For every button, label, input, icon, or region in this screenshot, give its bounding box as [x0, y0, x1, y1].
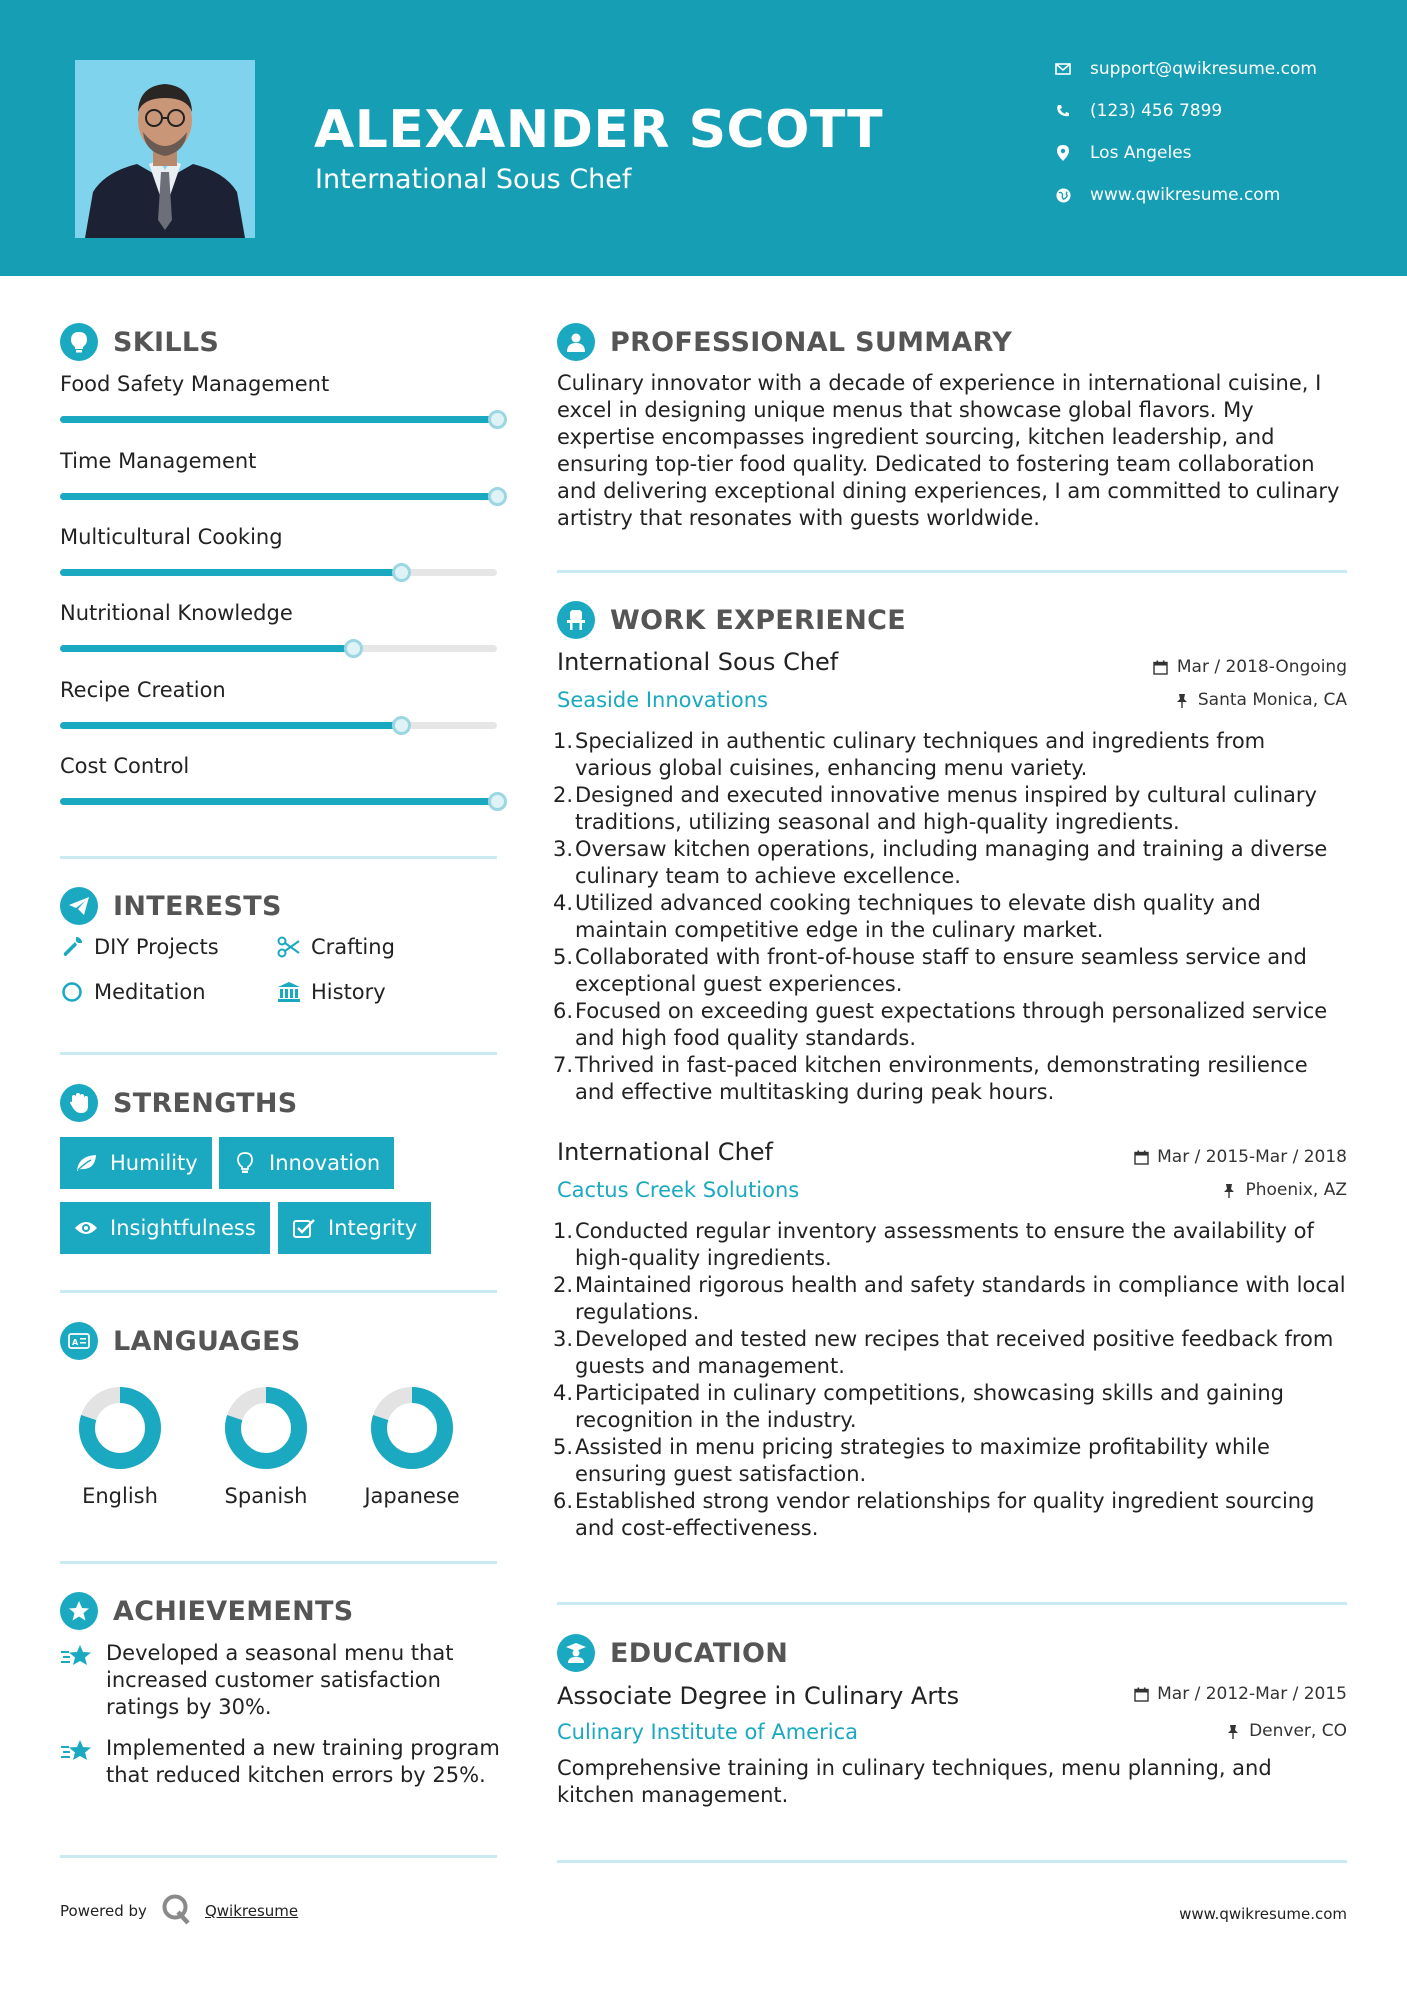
- pushpin-icon: [1225, 1723, 1241, 1739]
- language-item: [211, 1384, 321, 1508]
- strength-tag: Integrity: [278, 1202, 431, 1254]
- duty-item: 7. Thrived in fast-paced kitchen environments, demonstrating resilience and effective multitasking during peak hours.: [553, 1053, 1308, 1104]
- footer-powered-by: Powered by Qwikresume: [60, 1893, 298, 1929]
- skill-name: Recipe Creation: [60, 678, 226, 702]
- user-icon: [557, 323, 595, 361]
- skill-bar-fill: [60, 493, 497, 500]
- leaf-icon: [74, 1151, 98, 1175]
- strength-tag: Humility: [60, 1137, 212, 1189]
- skill-name: Multicultural Cooking: [60, 525, 283, 549]
- achievements-heading: ACHIEVEMENTS: [60, 1591, 354, 1631]
- graduate-icon: [557, 1634, 595, 1672]
- interests-heading: INTERESTS: [60, 886, 282, 926]
- skill-bar-knob: [488, 410, 507, 429]
- duty-item: 2. Maintained rigorous health and safety standards in compliance with local regulations.: [553, 1273, 1346, 1324]
- star-trophy-icon: [60, 1642, 94, 1672]
- skill-bar: [60, 569, 497, 576]
- skills-heading: SKILLS: [60, 322, 219, 362]
- language-name: Spanish: [224, 1484, 308, 1508]
- check-square-icon: [292, 1216, 316, 1240]
- job-title: International Chef: [557, 1138, 773, 1166]
- skill-bar-fill: [60, 645, 353, 652]
- section-divider: [60, 1855, 497, 1858]
- svg-text:A: A: [72, 1338, 79, 1347]
- degree-title: Associate Degree in Culinary Arts: [557, 1682, 960, 1710]
- job-location: Phoenix, AZ: [1221, 1180, 1347, 1200]
- footer-website-link[interactable]: www.qwikresume.com: [1179, 1905, 1347, 1923]
- paper-plane-icon: [60, 887, 98, 925]
- star-trophy-icon: [60, 1737, 94, 1767]
- hand-icon: [60, 1084, 98, 1122]
- skill-bar: [60, 416, 497, 423]
- calendar-icon: [1153, 659, 1169, 675]
- interest-item: DIY Projects: [60, 935, 219, 959]
- wrench-icon: [60, 935, 84, 959]
- job-duties: [553, 1218, 1347, 1542]
- museum-icon: [277, 980, 301, 1004]
- skill-bar: [60, 645, 497, 652]
- pushpin-icon: [1174, 692, 1190, 708]
- contact-phone[interactable]: [1054, 96, 1384, 126]
- strengths-heading: STRENGTHS: [60, 1083, 298, 1123]
- section-divider: [557, 570, 1347, 573]
- skill-bar: [60, 798, 497, 805]
- map-pin-icon: [1054, 144, 1072, 162]
- qwikresume-logo-icon: [161, 1893, 191, 1929]
- languages-heading: A LANGUAGES: [60, 1321, 301, 1361]
- duty-item: 6. Established strong vendor relationships for quality ingredient sourcing and cost-effectiveness.: [553, 1489, 1315, 1540]
- duty-item: 2. Designed and executed innovative menus inspired by cultural culinary traditions, utilizing seasonal and high-quality ingredients.: [553, 783, 1317, 834]
- duty-item: 4. Participated in culinary competitions, showcasing skills and gaining recognition in the industry.: [553, 1381, 1284, 1432]
- duty-item: 6. Focused on exceeding guest expectations through personalized service and high food quality standards.: [553, 999, 1328, 1050]
- strength-tag: Insightfulness: [60, 1202, 270, 1254]
- skill-bar-fill: [60, 722, 401, 729]
- skill-name: Nutritional Knowledge: [60, 601, 293, 625]
- phone-icon: [1054, 102, 1072, 120]
- skill-bar-fill: [60, 416, 497, 423]
- candidate-name: ALEXANDER SCOTT: [314, 100, 884, 160]
- section-divider: [60, 856, 497, 859]
- achievement-item: Developed a seasonal menu that increased customer satisfaction ratings by 30%.: [60, 1640, 500, 1721]
- contact-website[interactable]: [1054, 180, 1384, 210]
- duty-item: 3. Oversaw kitchen operations, including managing and training a diverse culinary team to achieve excellence.: [553, 837, 1328, 888]
- language-donut: [76, 1384, 164, 1472]
- skill-bar-knob: [488, 792, 507, 811]
- skill-bar-fill: [60, 798, 497, 805]
- skill-bar: [60, 493, 497, 500]
- section-divider: [60, 1052, 497, 1055]
- lightbulb-icon: [60, 323, 98, 361]
- contact-location: [1054, 138, 1384, 168]
- company-name: Seaside Innovations: [557, 688, 768, 712]
- education-location: Denver, CO: [1225, 1721, 1347, 1741]
- education-description: Comprehensive training in culinary techniques, menu planning, and kitchen management.: [557, 1756, 1272, 1807]
- job-duties: [553, 728, 1347, 1106]
- skill-bar-knob: [392, 563, 411, 582]
- contact-email-text: support@qwikresume.com: [1090, 59, 1317, 79]
- interest-item: History: [277, 980, 386, 1004]
- duty-item: 4. Utilized advanced cooking techniques to elevate dish quality and maintain competitive edge in the culinary market.: [553, 891, 1261, 942]
- resume-header: [0, 0, 1407, 276]
- job-dates: Mar / 2018-Ongoing: [1153, 657, 1347, 677]
- star-icon: [60, 1592, 98, 1630]
- contact-location-text: Los Angeles: [1090, 143, 1192, 163]
- language-donut: [222, 1384, 310, 1472]
- duty-item: 1. Conducted regular inventory assessments to ensure the availability of high-quality ingredients.: [553, 1219, 1314, 1270]
- section-divider: [60, 1561, 497, 1564]
- strength-tag: Innovation: [219, 1137, 394, 1189]
- skill-bar-fill: [60, 569, 401, 576]
- language-item: [65, 1384, 175, 1508]
- interest-item: Crafting: [277, 935, 395, 959]
- language-item: [357, 1384, 467, 1508]
- language-name: Japanese: [364, 1484, 460, 1508]
- contact-email[interactable]: [1054, 54, 1384, 84]
- job-location: Santa Monica, CA: [1174, 690, 1347, 710]
- school-name: Culinary Institute of America: [557, 1720, 858, 1744]
- section-divider: [557, 1602, 1347, 1605]
- skill-name: Food Safety Management: [60, 372, 330, 396]
- eye-icon: [74, 1216, 98, 1240]
- summary-text: Culinary innovator with a decade of experience in international cuisine, I excel in designing unique menus that showcase global flavors. My expertise encompasses ingredient sourcing, kitchen leadership, and ensuring top-tier food quality. Dedicated to fostering team collaboration and delivering exceptional dining experiences, I am committed to culinary artistry that resonates with guests worldwide.: [557, 371, 1340, 530]
- skill-name: Cost Control: [60, 754, 190, 778]
- chef-chair-icon: [557, 601, 595, 639]
- contact-phone-text: (123) 456 7899: [1090, 101, 1223, 121]
- envelope-icon: [1054, 60, 1072, 78]
- duty-item: 5. Collaborated with front-of-house staff to ensure seamless service and exceptional guest experiences.: [553, 945, 1307, 996]
- education-heading: EDUCATION: [557, 1633, 788, 1673]
- language-name: English: [82, 1484, 158, 1508]
- job-title: International Sous Chef: [557, 648, 839, 676]
- summary-heading: PROFESSIONAL SUMMARY: [557, 322, 1012, 362]
- skill-bar-knob: [488, 487, 507, 506]
- job-dates: Mar / 2015-Mar / 2018: [1133, 1147, 1347, 1167]
- skill-bar-knob: [344, 639, 363, 658]
- duty-item: 5. Assisted in menu pricing strategies to maximize profitability while ensuring guest satisfaction.: [553, 1435, 1270, 1486]
- profile-photo: [75, 60, 255, 238]
- company-name: Cactus Creek Solutions: [557, 1178, 800, 1202]
- globe-icon: [1054, 186, 1072, 204]
- pushpin-icon: [1221, 1182, 1237, 1198]
- education-dates: Mar / 2012-Mar / 2015: [1133, 1684, 1347, 1704]
- scissors-icon: [277, 935, 301, 959]
- skill-name: Time Management: [60, 449, 257, 473]
- language-donut: [368, 1384, 456, 1472]
- calendar-icon: [1133, 1686, 1149, 1702]
- experience-heading: WORK EXPERIENCE: [557, 600, 906, 640]
- skill-bar: [60, 722, 497, 729]
- qwikresume-link[interactable]: Qwikresume: [204, 1902, 299, 1920]
- duty-item: 3. Developed and tested new recipes that received positive feedback from guests and management.: [553, 1327, 1334, 1378]
- contact-website-text: www.qwikresume.com: [1090, 185, 1281, 205]
- skill-bar-knob: [392, 716, 411, 735]
- achievement-item: Implemented a new training program that reduced kitchen errors by 25%.: [60, 1735, 500, 1789]
- candidate-role: International Sous Chef: [315, 164, 632, 195]
- section-divider: [60, 1290, 497, 1293]
- language-icon: [60, 1322, 98, 1360]
- lightbulb-icon: [233, 1151, 257, 1175]
- duty-item: 1. Specialized in authentic culinary techniques and ingredients from various global cuisines, enhancing menu variety.: [553, 729, 1266, 780]
- interest-item: Meditation: [60, 980, 206, 1004]
- circle-icon: [60, 980, 84, 1004]
- section-divider: [557, 1860, 1347, 1863]
- calendar-icon: [1133, 1149, 1149, 1165]
